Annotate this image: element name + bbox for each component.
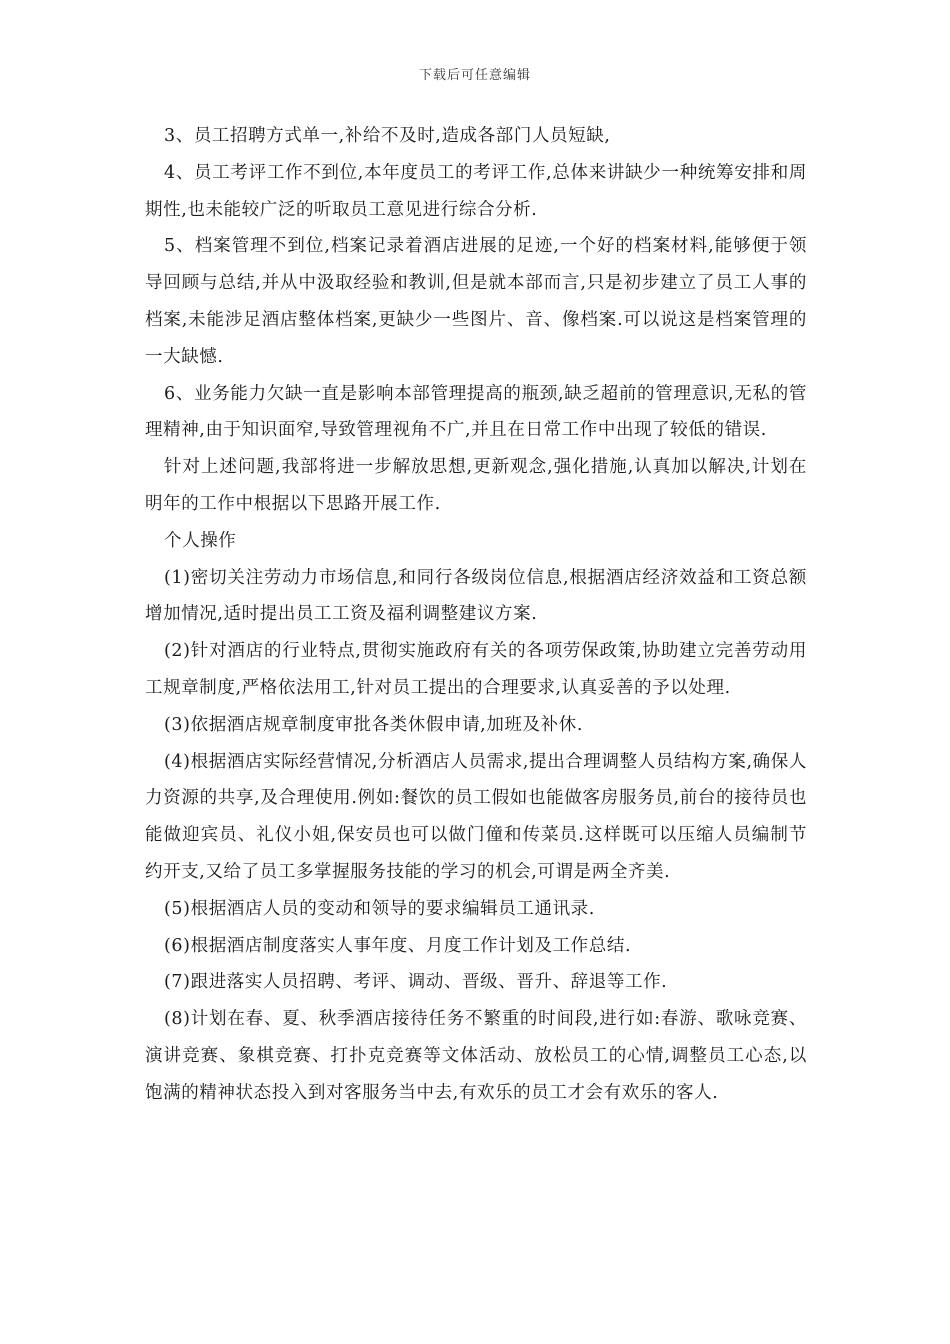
paragraph-3: 3、员工招聘方式单一,补给不及时,造成各部门人员短缺,: [164, 126, 611, 146]
paragraph-6: 6、业务能力欠缺一直是影响本部管理提高的瓶颈,缺乏超前的管理意识,无私的管理精神,由于知识面窄,导致管理视角不广,并且在日常工作中出现了较低的错误.: [145, 383, 807, 441]
item-1: (1)密切关注劳动力市场信息,和同行各级岗位信息,根据酒店经济效益和工资总额增加情况,适时提出员工工资及福利调整建议方案.: [145, 567, 807, 625]
document-body: [145, 118, 807, 1112]
page-header: 下载后可任意编辑: [418, 68, 531, 83]
item-6: (6)根据酒店制度落实人事年度、月度工作计划及工作总结.: [164, 935, 632, 956]
item-8: (8)计划在春、夏、秋季酒店接待任务不繁重的时间段,进行如:春游、歌咏竞赛、演讲竞赛、象棋竞赛、打扑克竞赛等文体活动、放松员工的心情,调整员工心态,以饱满的精神状态投入到对客服务当中去,有欢乐的员工才会有欢乐的客人.: [145, 1009, 807, 1103]
section-heading-personal: 个人操作: [164, 530, 237, 551]
item-7: (7)跟进落实人员招聘、考评、调动、晋级、晋升、辞退等工作.: [164, 972, 668, 993]
paragraph-4: 4、员工考评工作不到位,本年度员工的考评工作,总体来讲缺少一种统筹安排和周期性,也未能较广泛的听取员工意见进行综合分析.: [145, 162, 807, 220]
paragraph-summary: 针对上述问题,我部将进一步解放思想,更新观念,强化措施,认真加以解决,计划在明年的工作中根据以下思路开展工作.: [145, 457, 807, 514]
item-4: (4)根据酒店实际经营情况,分析酒店人员需求,提出合理调整人员结构方案,确保人力资源的共享,及合理使用.例如:餐饮的员工假如也能做客房服务员,前台的接待员也能做迎宾员、礼仪小姐,保安员也可以做门僮和传菜员.这样既可以压缩人员编制节约开支,又给了员工多掌握服务技能的学习的机会,可谓是两全齐美.: [145, 751, 807, 882]
item-5: (5)根据酒店人员的变动和领导的要求编辑员工通讯录.: [164, 898, 595, 919]
item-3: (3)依据酒店规章制度审批各类休假申请,加班及补休.: [164, 714, 584, 735]
item-2: (2)针对酒店的行业特点,贯彻实施政府有关的各项劳保政策,协助建立完善劳动用工规章制度,严格依法用工,针对员工提出的合理要求,认真妥善的予以处理.: [145, 641, 807, 698]
paragraph-5: 5、档案管理不到位,档案记录着酒店进展的足迹,一个好的档案材料,能够便于领导回顾与总结,并从中汲取经验和教训,但是就本部而言,只是初步建立了员工人事的档案,未能涉足酒店整体档案,更缺少一些图片、音、像档案.可以说这是档案管理的一大缺憾.: [145, 236, 807, 367]
